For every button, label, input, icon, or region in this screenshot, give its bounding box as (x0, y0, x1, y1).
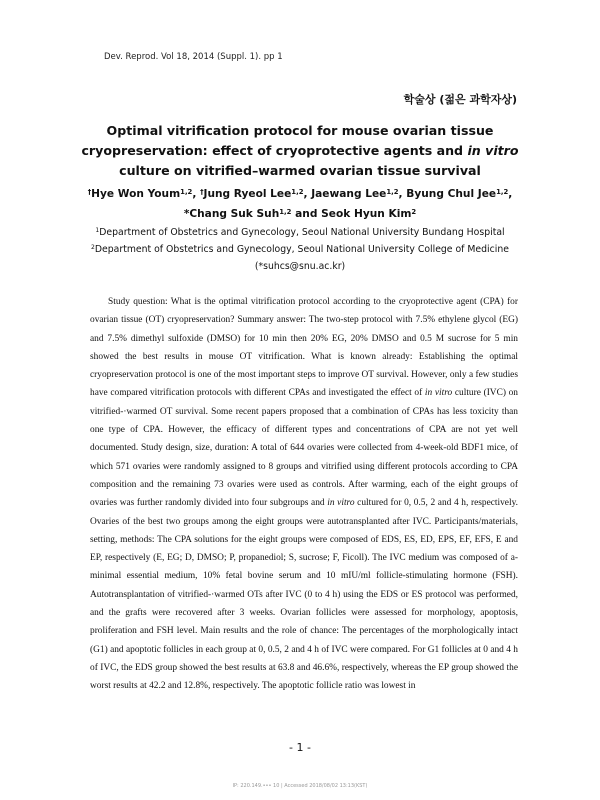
author-1: Hye Won Youm (91, 188, 181, 200)
author-5: *Chang Suk Suh (183, 208, 280, 220)
affiliation-1-text: Department of Obstetrics and Gynecology, Seoul National University Bundang Hospital (99, 227, 505, 238)
title-line-2-text: cryopreservation: effect of cryoprotective agents and (81, 143, 468, 158)
access-watermark: IP: 220.149.••• 10 | Accessed 2018/08/02 13:13(KST) (232, 783, 368, 789)
abstract-paragraph (90, 293, 518, 696)
author-3: Jaewang Lee (311, 188, 387, 200)
author-line-1: †Hye Won Youm$^{1,2}$, †Jung Ryeol Lee$^{1,2}$, Jaewang Lee$^{1,2}$, Byung Chul Jee$^{1,2}$, (87, 187, 513, 200)
affiliations (40, 224, 560, 275)
abstract-body (90, 293, 518, 696)
author-3-affil: 1,2 (386, 187, 399, 196)
abstract-text-3: cultured for 0, 0.5, 2 and 4 h, respectively. Ovaries of the best two groups among the eight groups were autotransplanted after IVC. Participants/materials, setting, methods: The CPA solutions for the eight groups were composed of EDS, ES, ED, EPS, EF, EFS, E and EP, respectively (E, EG; D, DMSO; P, propanediol; S, sucrose; F, Ficoll). The IVC medium was composed of a-minimal essential medium, 10% fetal bovine serum and 10 mIU/ml follicle-stimulating hormone (FSH). Autotransplantation of vitrified-·warmed OTs after IVC (0 to 4 h) using the EDS or ES protocol was performed, and the grafts were recovered after 3 weeks. Ovarian follicles were assessed for morphology, apoptosis, proliferation and FSH level. Main results and the role of chance: The percentages of the morphologically intact (G1) and apoptotic follicles in each group at 0, 0.5, 2 and 4 h of IVC were compared. For G1 follicles at 0 and 4 h of IVC, the EDS group showed the best results at 63.8 and 46.6%, respectively, whereas the EP group showed the worst results at 42.2 and 12.8%, respectively. The apoptotic follicle ratio was lowest in (90, 498, 518, 692)
title-line-3: culture on vitrified–warmed ovarian tissue survival (119, 163, 481, 178)
author-and: and (295, 208, 318, 220)
affiliation-1 (40, 224, 560, 241)
paper-title (60, 121, 540, 181)
abstract-text-1: Study question: What is the optimal vitrification protocol according to the cryoprotective agent (CPA) for ovarian tissue (OT) cryopreservation? Summary answer: The two-step protocol with 7.5% ethylene glycol (EG) and 7.5% dimethyl sulfoxide (DMSO) for 10 min then 20% EG, 20% DMSO and 0.5 M sucrose for 5 min showed the best results in mouse OT vitrification. What is known already: Establishing the optimal cryopreservation protocol is one of the most important steps to improve OT survival. However, only a few studies have compared vitrification protocols with different CPAs and investigated the effect of (90, 297, 518, 399)
abstract-italic-1: in vitro (424, 388, 453, 399)
title-line-2 (60, 141, 540, 161)
journal-header: Dev. Reprod. Vol 18, 2014 (Suppl. 1). pp 1 (104, 52, 283, 62)
affiliation-1-mark: 1 (95, 227, 100, 235)
affiliation-2 (40, 241, 560, 258)
dagger-mark: † (200, 187, 204, 196)
section-tag: 학술상 (젊은 과학자상) (403, 93, 517, 106)
author-1-affil: 1,2 (180, 187, 193, 196)
author-4-affil: 1,2 (496, 187, 509, 196)
author-line-2 (40, 204, 560, 224)
dagger-mark: † (87, 187, 92, 196)
abstract-text-2: culture (IVC) on vitrified-·warmed OT survival. Some recent papers proposed that a combination of CPAs has less toxicity than one type of CPA. However, the efficacy of different types and concentrations of CPA are not yet well documented. Study design, size, duration: A total of 644 ovaries were collected from 4-week-old BDF1 mice, of which 571 ovaries were randomly assigned to 8 groups and vitrified using different protocols according to CPA composition and the remaining 73 ovaries were used as controls. After warming, each of the eight groups of ovaries was further randomly divided into four subgroups and (90, 388, 518, 509)
author-4: Byung Chul Jee (406, 188, 497, 200)
author-6-affil: 2 (411, 207, 417, 216)
title-italic-in-vitro: in vitro (467, 143, 519, 158)
affiliation-2-text: Department of Obstetrics and Gynecology, Seoul National University College of Medicine (94, 244, 509, 255)
author-2: Jung Ryeol Lee (203, 188, 292, 200)
author-2-affil: 1,2 (291, 187, 304, 196)
author-6: Seok Hyun Kim (321, 208, 412, 220)
title-line-1: Optimal vitrification protocol for mouse ovarian tissue (106, 123, 494, 138)
page-number: - 1 - (289, 741, 311, 754)
author-list (40, 184, 560, 224)
abstract-italic-2: in vitro (327, 498, 355, 509)
author-5-affil: 1,2 (279, 207, 292, 216)
affiliation-2-mark: 2 (91, 244, 95, 252)
corresponding-email: (*suhcs@snu.ac.kr) (254, 261, 346, 272)
